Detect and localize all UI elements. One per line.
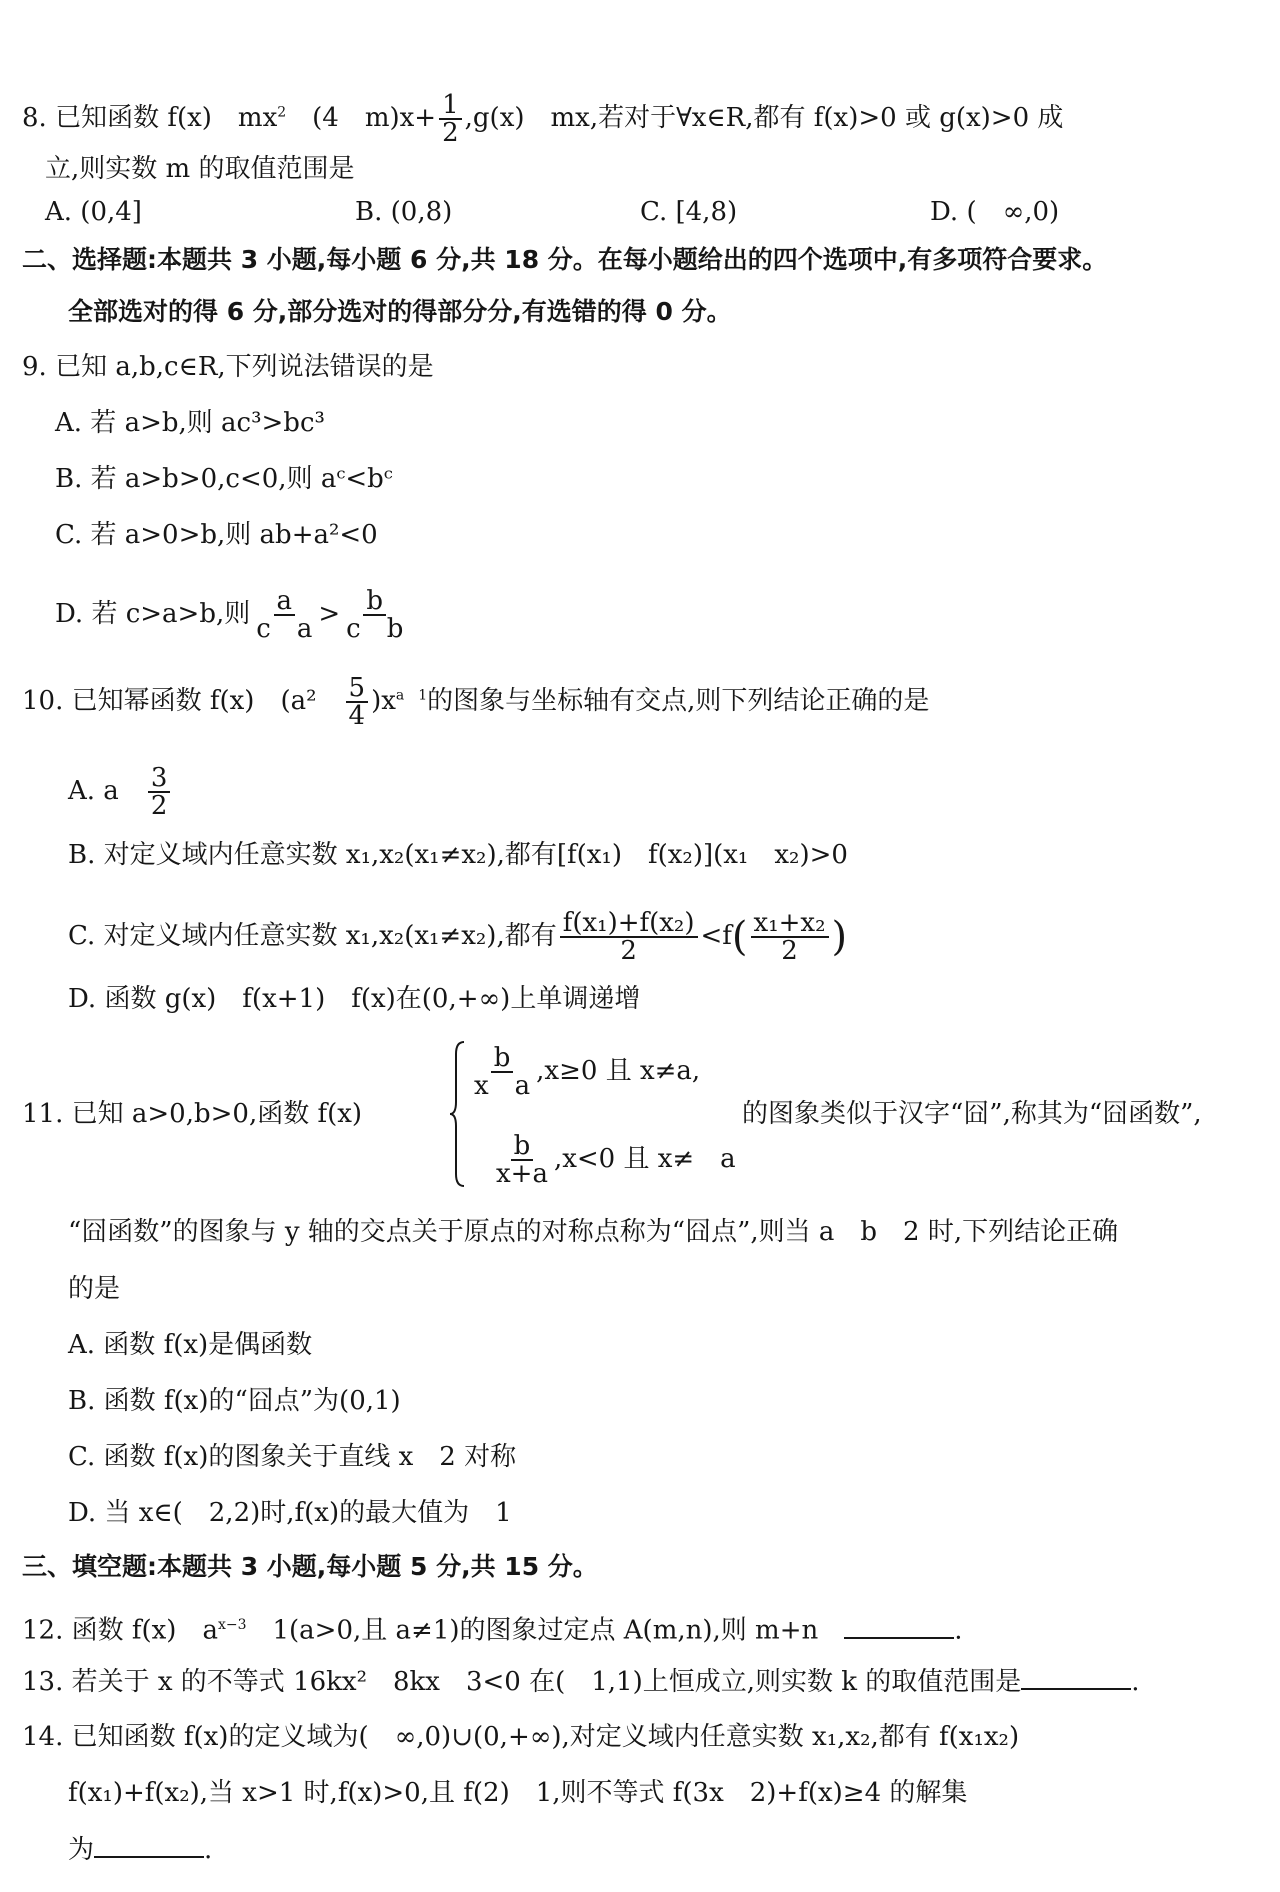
q12-stem: 12. 函数 f(x) $a^{x-3}$ 1(a>0,且 a≠1)的图象过定点 A(m,n),则 m+n . (22, 1608, 963, 1648)
q9-option-c: C. 若 a>0>b,则 ab+a²<0 (55, 520, 378, 550)
q11-case1: $\frac{b}{\text{x a}}$ ,x≥0 且 x≠a, (468, 1045, 700, 1099)
q8-stem-line1: 8. 已知函数 f(x) $mx^2$ (4 m)x+ $\frac{1}{2}$ ,g(x) mx,若对于∀x∈R,都有 f(x)>0 或 g(x)>0 成 (22, 90, 1064, 148)
q9-option-d: D. 若 c>a>b,则 $\frac{a}{\text{c a}}$ > $\frac{b}{\text{c b}}$ (55, 588, 409, 642)
q11-stem-pre: 11. 已知 a>0,b>0,函数 f(x) (22, 1099, 363, 1129)
q11-stem-line3: 的是 (68, 1274, 121, 1304)
q10-fraction: $\frac{5}{4}$ (346, 675, 369, 729)
q9-option-a: A. 若 a>b,则 ac³>bc³ (55, 408, 325, 438)
q8-option-c: C. [4,8) (640, 197, 738, 227)
q8-stem-line2: 立,则实数 m 的取值范围是 (45, 154, 355, 184)
q8-option-d: D. ( ∞,0) (930, 197, 1060, 227)
q9-d-frac2: $\frac{b}{\text{c b}}$ (346, 586, 404, 644)
q11-stem-post: 的图象类似于汉字“囧”,称其为“囧函数”, (742, 1099, 1202, 1129)
q9-d-frac1: $\frac{a}{\text{c a}}$ (256, 586, 313, 644)
q8-fraction: $\frac{1}{2}$ (439, 92, 462, 146)
q14-stem-line3: 为 . (68, 1832, 212, 1867)
q10-c-frac2: $\frac{\text{x₁+x₂}}{2}$ (751, 910, 829, 964)
q10-c-frac1: $\frac{\text{f(x₁)+f(x₂)}}{2}$ (560, 910, 698, 964)
paren-open: ( (731, 914, 748, 960)
q11-option-c: C. 函数 f(x)的图象关于直线 x 2 对称 (68, 1442, 517, 1472)
q9-option-b: B. 若 a>b>0,c<0,则 aᶜ<bᶜ (55, 464, 393, 494)
q13-stem: 13. 若关于 x 的不等式 16kx² 8kx 3<0 在( 1,1)上恒成立,则实数 k 的取值范围是 . (22, 1664, 1140, 1699)
brace-icon (448, 1040, 466, 1188)
q11-option-a: A. 函数 f(x)是偶函数 (68, 1330, 313, 1360)
section3-heading: 三、填空题:本题共 3 小题,每小题 5 分,共 15 分。 (22, 1552, 598, 1581)
q14-stem-line1: 14. 已知函数 f(x)的定义域为( ∞,0)∪(0,+∞),对定义域内任意实数 x₁,x₂,都有 f(x₁x₂) (22, 1722, 1020, 1752)
q10-option-b: B. 对定义域内任意实数 x₁,x₂(x₁≠x₂),都有[f(x₁) f(x₂)](x₁ x₂)>0 (68, 840, 848, 870)
q10-option-a: A. a $\frac{3}{2}$ (68, 765, 173, 819)
q13-answer-blank[interactable] (1021, 1664, 1131, 1690)
q11-case1-frac: $\frac{b}{\text{x a}}$ (474, 1043, 531, 1101)
q11-case2-frac: $\frac{b}{x+a}$ (496, 1131, 548, 1189)
q14-stem-line2: f(x₁)+f(x₂),当 x>1 时,f(x)>0,且 f(2) 1,则不等式 f(3x 2)+f(x)≥4 的解集 (68, 1778, 968, 1808)
q10-stem: 10. 已知幂函数 f(x) (a² $\frac{5}{4}$ )$x^{a 1}$的图象与坐标轴有交点,则下列结论正确的是 (22, 673, 930, 731)
q8-option-b: B. (0,8) (355, 197, 453, 227)
section2-subheading: 全部选对的得 6 分,部分选对的得部分分,有选错的得 0 分。 (68, 297, 732, 326)
q8-option-a: A. (0,4] (45, 197, 142, 227)
q9-stem: 9. 已知 a,b,c∈R,下列说法错误的是 (22, 352, 434, 382)
q10-option-c: C. 对定义域内任意实数 x₁,x₂(x₁≠x₂),都有 $\frac{\text{f(x₁)+f(x₂)}}{2}$ <f( $\frac{\text{x₁+x₂}}{2}$ ) (68, 908, 848, 966)
q11-case2: $\frac{b}{x+a}$ ,x<0 且 x≠ a (490, 1133, 736, 1187)
q10-option-d: D. 函数 g(x) f(x+1) f(x)在(0,+∞)上单调递增 (68, 984, 641, 1014)
q11-stem-line2: “囧函数”的图象与 y 轴的交点关于原点的对称点称为“囧点”,则当 a b 2 时,下列结论正确 (68, 1217, 1119, 1247)
q14-answer-blank[interactable] (94, 1832, 204, 1858)
q11-option-b: B. 函数 f(x)的“囧点”为(0,1) (68, 1386, 401, 1416)
paren-close: ) (831, 914, 848, 960)
q10-a-frac: $\frac{3}{2}$ (148, 765, 171, 819)
q11-option-d: D. 当 x∈( 2,2)时,f(x)的最大值为 1 (68, 1498, 512, 1528)
section2-heading: 二、选择题:本题共 3 小题,每小题 6 分,共 18 分。在每小题给出的四个选项中,有多项符合要求。 (22, 245, 1108, 274)
q12-answer-blank[interactable] (844, 1613, 954, 1639)
